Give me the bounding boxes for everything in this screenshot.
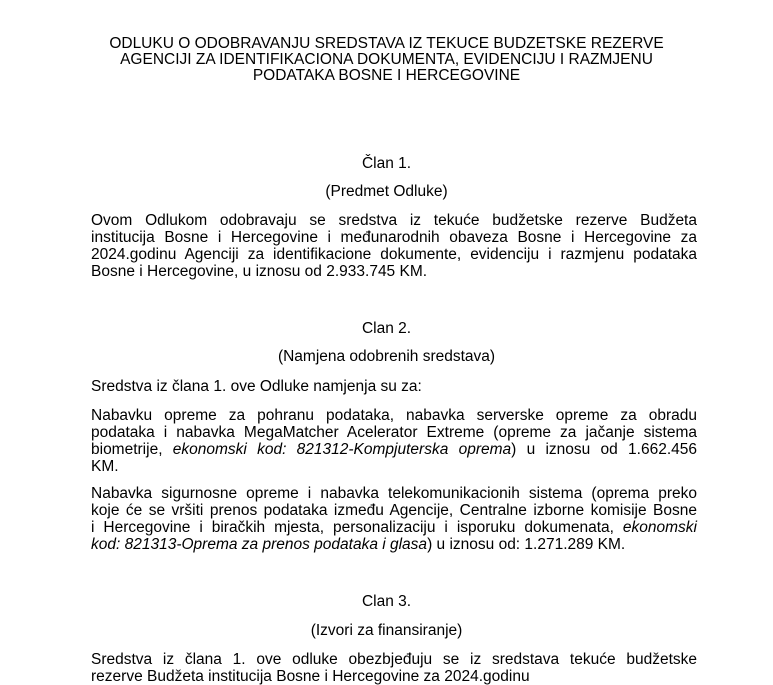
paragraph-line	[91, 441, 697, 458]
economic-code: ekonomski kod: 821312-Kompjuterska oprema	[172, 441, 512, 458]
paragraph-line: KM.	[91, 458, 119, 475]
paragraph-line: Sredstva iz člana 1. ove odluke obezbjeđuju se iz sredstava tekuće budžetske	[91, 651, 697, 668]
text-segment: ) u iznosu od 1.662.456	[511, 441, 697, 458]
paragraph-line	[91, 536, 697, 553]
paragraph-line: Ovom Odlukom odobravaju se sredstva iz tekuće budžetske rezerve Budžeta	[91, 212, 697, 229]
paragraph-line: podataka i nabavka MegaMatcher Acelerator Extreme (opreme za jačanje sistema	[91, 424, 697, 441]
paragraph-line: Bosne i Hercegovine, u iznosu od 2.933.745 KM.	[91, 263, 428, 280]
paragraph-line: 2024.godinu Agenciji za identifikacione dokumente, evidenciju i razmjenu podataka	[91, 246, 697, 263]
paragraph-line: koje će se vršiti prenos podataka između Agencije, Centralne izborne komisije Bosne	[91, 502, 697, 519]
article-2-item-1	[91, 407, 697, 475]
economic-code-part: kod: 821313-Oprema za prenos podataka i glasa	[91, 536, 428, 553]
text-segment: biometrije,	[91, 441, 173, 458]
article-1-paragraph	[91, 212, 697, 280]
article-2-subheading: (Namjena odobrenih sredstava)	[277, 348, 496, 365]
title-line-3: PODATAKA BOSNE I HERCEGOVINE	[252, 67, 521, 84]
article-1-heading: Član 1.	[361, 155, 412, 172]
title-line-1: ODLUKU O ODOBRAVANJU SREDSTAVA IZ TEKUCE BUDZETSKE REZERVE	[109, 35, 664, 52]
text-segment: ) u iznosu od: 1.271.289 KM.	[427, 536, 626, 553]
article-2-heading: Clan 2.	[361, 320, 412, 337]
article-3-paragraph	[91, 651, 697, 685]
paragraph-line: rezerve Budžeta institucija Bosne i Hercegovine za 2024.godinu	[91, 668, 530, 685]
article-3-subheading: (Izvori za finansiranje)	[310, 622, 463, 639]
paragraph-line: institucija Bosne i Hercegovine i međunarodnih obaveza Bosne i Hercegovine za	[91, 229, 697, 246]
paragraph-line	[91, 519, 697, 536]
paragraph-line: Sredstva iz člana 1. ove Odluke namjenja su za:	[91, 378, 422, 395]
paragraph-line: Nabavku opreme za pohranu podataka, nabavka serverske opreme za obradu	[91, 407, 697, 424]
article-1-subheading: (Predmet Odluke)	[325, 183, 448, 200]
title-line-2: AGENCIJI ZA IDENTIFIKACIONA DOKUMENTA, EVIDENCIJU I RAZMJENU	[120, 51, 653, 68]
article-2-intro	[91, 378, 697, 395]
paragraph-line: Nabavka sigurnosne opreme i nabavka telekomunikacionih sistema (oprema preko	[91, 485, 697, 502]
economic-code-part: ekonomski	[622, 519, 697, 536]
document-title	[80, 36, 693, 84]
text-segment: i Hercegovine i biračkih mjesta, personalizaciju i isporuku dokumenata,	[91, 519, 623, 536]
article-2-item-2	[91, 485, 697, 553]
article-3-heading: Clan 3.	[361, 593, 412, 610]
